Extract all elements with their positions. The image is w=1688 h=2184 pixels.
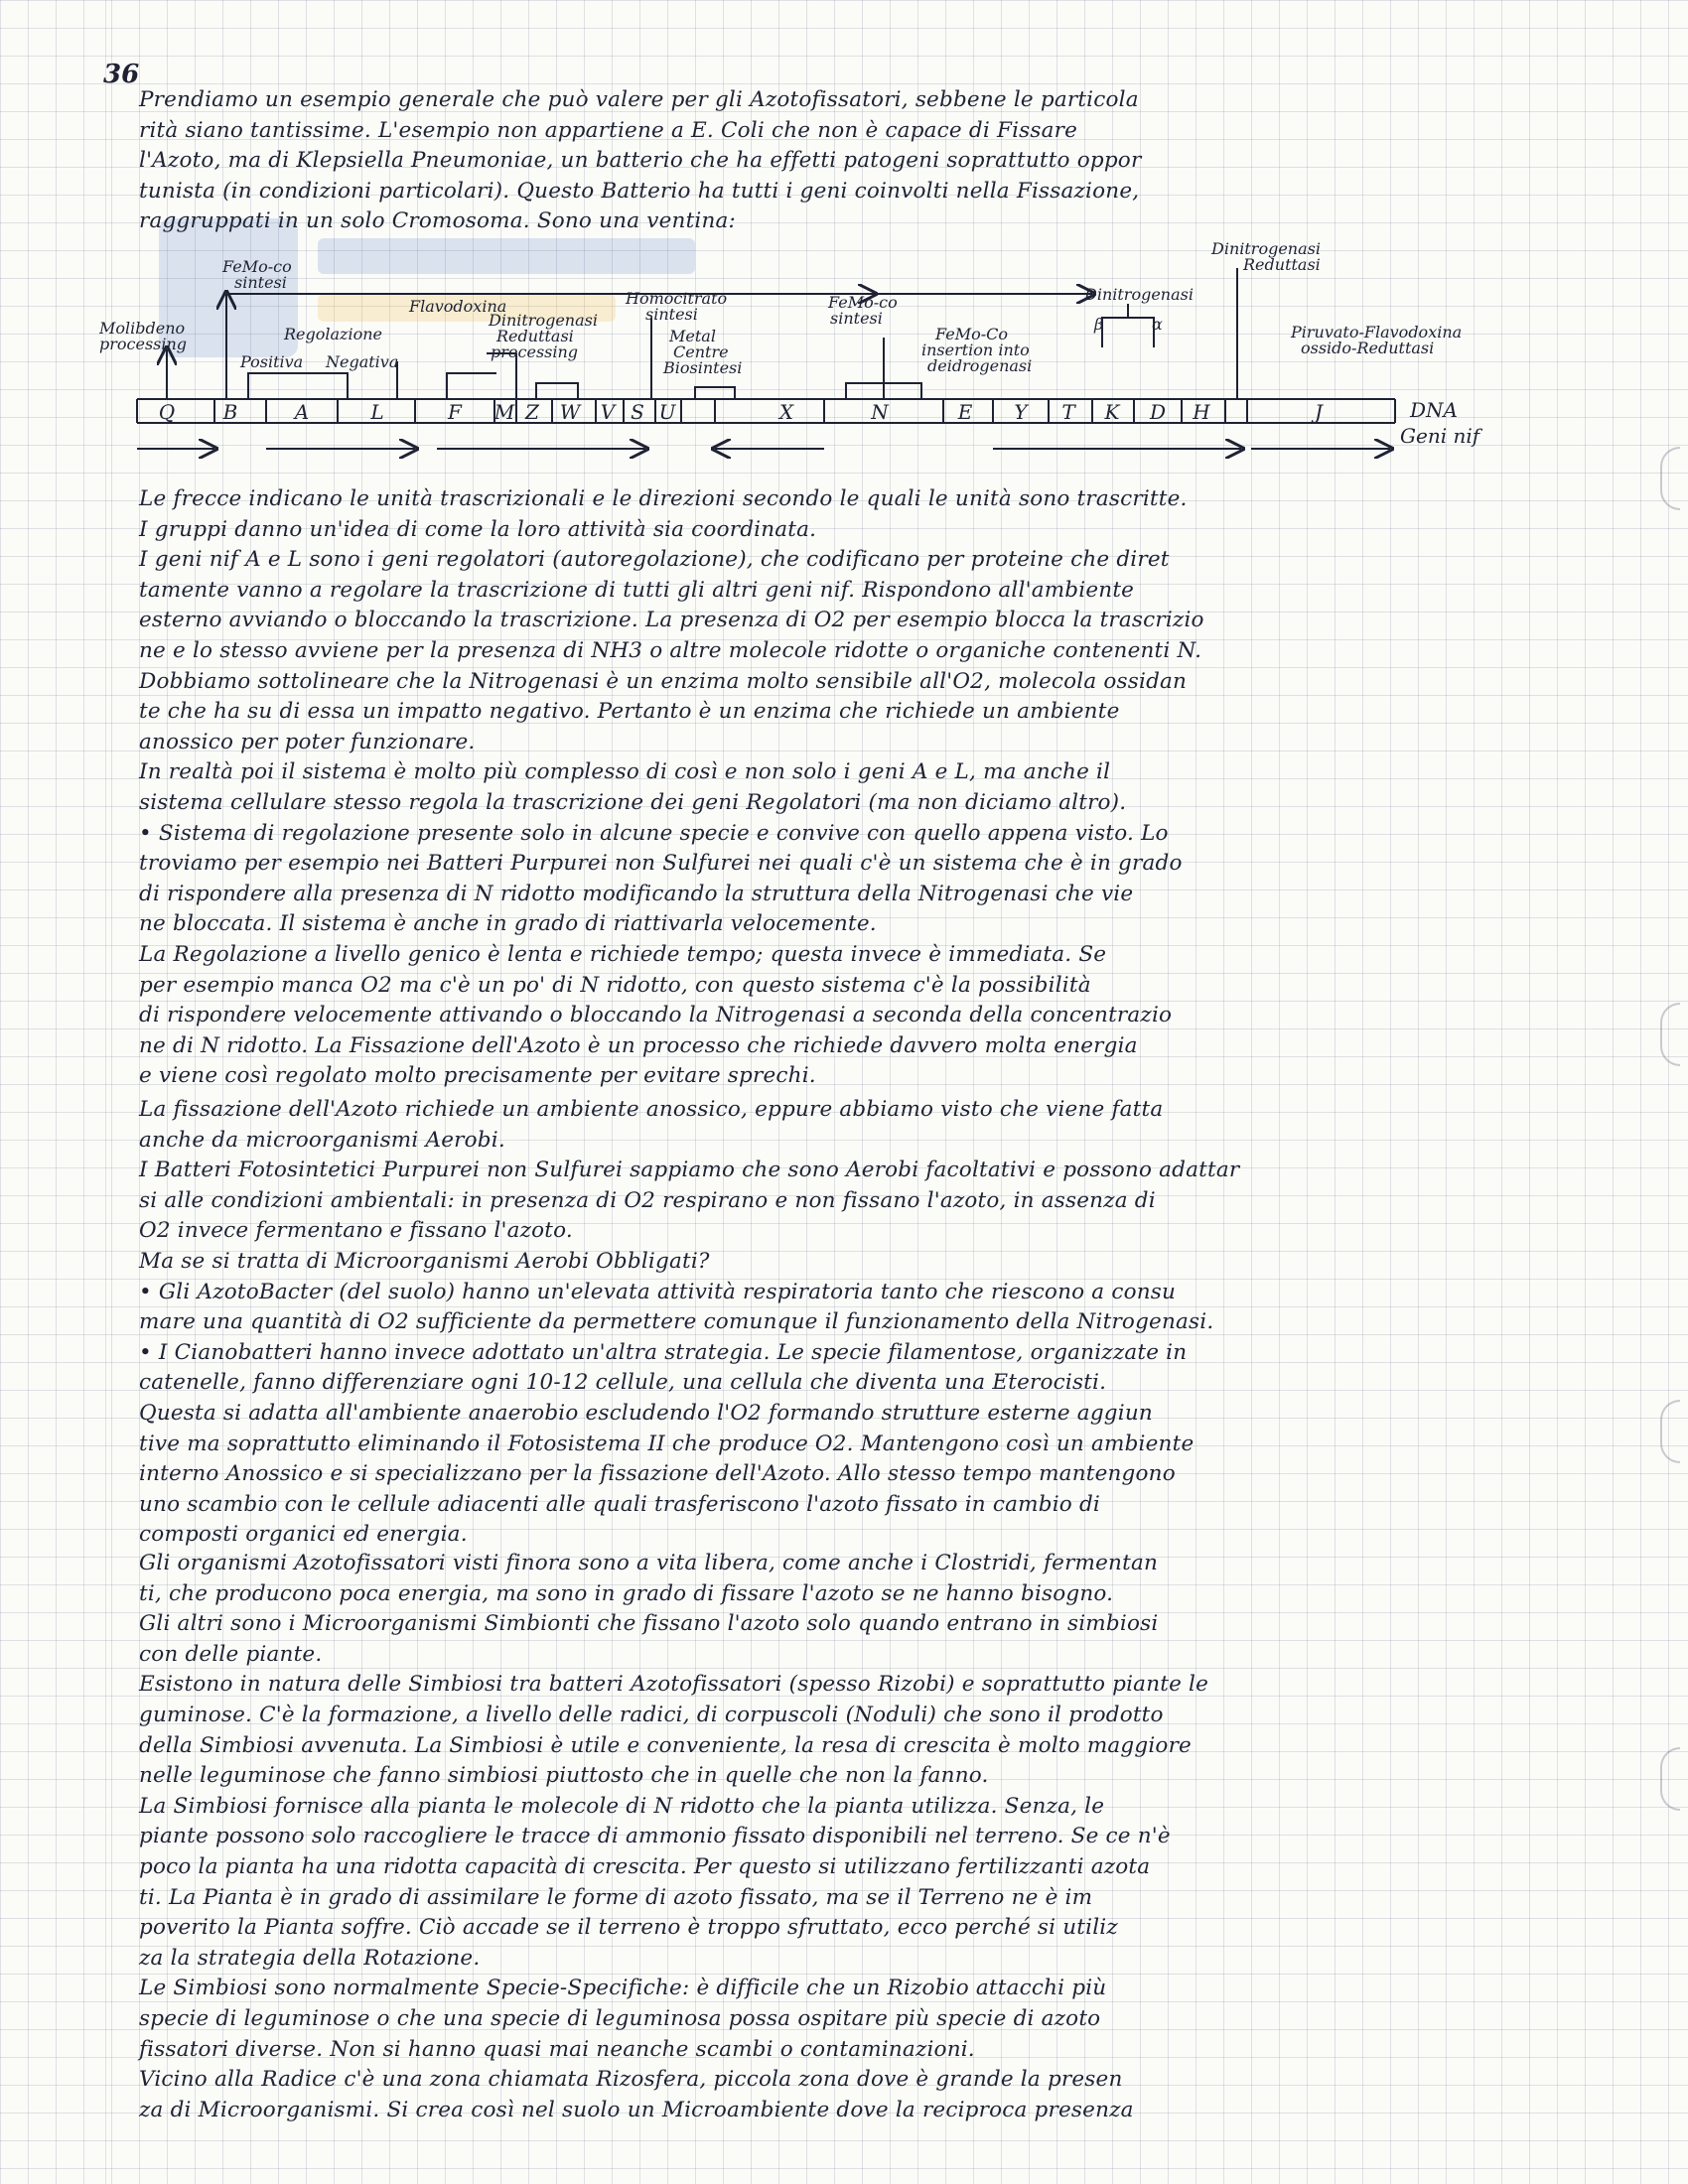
text-line: Gli organismi Azotofissatori visti finora sono a vita libera, come anche i Clostridi, fermentan: [139, 1551, 1159, 1575]
text-line: La Simbiosi fornisce alla pianta le molecole di N ridotto che la pianta utilizza. Senza, le: [139, 1793, 1105, 1819]
text-line: sistema cellulare stesso regola la trascrizione dei geni Regolatori (ma non diciamo altro).: [139, 789, 1127, 815]
text-line: Vicino alla Radice c'è una zona chiamata Rizosfera, piccola zona dove è grande la presen: [139, 2067, 1123, 2093]
regulation-paragraph: [139, 484, 1529, 1092]
label-femoco-insertion-2: insertion into: [921, 341, 1030, 359]
label-molibdeno-2: processing: [99, 335, 188, 353]
gene-letter-y: Y: [1014, 400, 1028, 424]
text-line: tunista (in condizioni particolari). Questo Batterio ha tutti i geni coinvolti nella Fissazione,: [139, 178, 1140, 204]
text-line: tamente vanno a regolare la trascrizione di tutti gli altri geni nif. Rispondono all'ambiente: [139, 577, 1135, 603]
gene-letter-b: B: [222, 400, 238, 424]
text-line: te che ha su di essa un impatto negativo. Pertanto è un enzima che richiede un ambiente: [139, 699, 1120, 725]
text-line: Ma se si tratta di Microorganismi Aerobi Obbligati?: [139, 1248, 710, 1274]
text-line: La Regolazione a livello genico è lenta e richiede tempo; questa invece è immediata. Se: [139, 941, 1107, 967]
gene-letter-x: X: [778, 400, 794, 424]
text-line: • Gli AzotoBacter (del suolo) hanno un'elevata attività respiratoria tanto che riescono a consu: [139, 1279, 1177, 1304]
label-femoco-insertion-3: deidrogenasi: [927, 356, 1033, 375]
gene-letter-n: N: [871, 400, 889, 424]
text-line: za la strategia della Rotazione.: [139, 1945, 481, 1971]
label-metal-centre-2: Centre: [673, 342, 729, 361]
label-dinitrogenasi-reduttasi-2: Reduttasi: [1243, 255, 1321, 274]
label-metal-centre-1: Metal: [669, 327, 716, 345]
text-line: fissatori diverse. Non si hanno quasi mai neanche scambi o contaminazioni.: [139, 2036, 975, 2062]
text-line: interno Anossico e si specializzano per la fissazione dell'Azoto. Allo stesso tempo mantengono: [139, 1461, 1176, 1487]
text-line: I gruppi danno un'idea di come la loro attività sia coordinata.: [139, 516, 817, 542]
label-negativa: Negativa: [326, 352, 399, 371]
text-line: si alle condizioni ambientali: in presenza di O2 respirano e non fissano l'azoto, in assenza di: [139, 1187, 1156, 1213]
text-line: composti organici ed energia.: [139, 1522, 468, 1548]
text-line: con delle piante.: [139, 1641, 323, 1667]
text-line: Gli altri sono i Microorganismi Simbionti che fissano l'azoto solo quando entrano in simbiosi: [139, 1611, 1159, 1637]
gene-letter-z: Z: [525, 400, 539, 424]
text-line: di rispondere alla presenza di N ridotto modificando la struttura della Nitrogenasi che vie: [139, 881, 1134, 906]
gene-letter-a: A: [294, 400, 310, 424]
label-homocitrato-1: Homocitrato: [626, 289, 728, 308]
label-dinitrogenasi-reduttasi-processing-1: Dinitrogenasi: [489, 311, 598, 330]
label-metal-centre-3: Biosintesi: [663, 358, 743, 377]
gene-letter-k: K: [1104, 400, 1120, 424]
gene-letter-l: L: [370, 400, 384, 424]
text-line: anche da microorganismi Aerobi.: [139, 1127, 505, 1153]
ring-hole: [1660, 1003, 1680, 1066]
text-line: poverito la Pianta soffre. Ciò accade se il terreno è troppo sfruttato, ecco perché si utiliz: [139, 1915, 1118, 1941]
label-dinitrogenasi-reduttasi-1: Dinitrogenasi: [1211, 239, 1321, 258]
page-number: 36: [103, 60, 140, 89]
label-dinitrogenasi: Dinitrogenasi: [1084, 285, 1194, 304]
text-line: I geni nif A e L sono i geni regolatori (autoregolazione), che codificano per proteine che diret: [139, 547, 1170, 573]
label-geni-nif: Geni nif: [1400, 424, 1480, 448]
text-line: Le frecce indicano le unità trascrizionali e le direzioni secondo le quali le unità sono trascritte.: [139, 486, 1188, 511]
text-line: raggruppati in un solo Cromosoma. Sono una ventina:: [139, 208, 736, 234]
gene-letter-m: M: [493, 400, 515, 424]
text-line: Prendiamo un esempio generale che può valere per gli Azotofissatori, sebbene le particola: [139, 87, 1139, 112]
label-femoco-sintesi-1a: FeMo-co: [222, 257, 292, 276]
gene-letter-f: F: [448, 400, 462, 424]
text-line: tive ma soprattutto eliminando il Fotosistema II che produce O2. Mantengono così un ambiente: [139, 1431, 1195, 1456]
ring-hole: [1660, 447, 1680, 510]
text-line: poco la pianta ha una ridotta capacità di crescita. Per questo si utilizzano fertilizzanti azota: [139, 1853, 1151, 1879]
label-molibdeno-1: Molibdeno: [99, 319, 186, 338]
text-line: e viene così regolato molto precisamente per evitare sprechi.: [139, 1063, 816, 1089]
text-line: • I Cianobatteri hanno invece adottato un'altra strategia. Le specie filamentose, organizzate in: [139, 1339, 1188, 1365]
gene-letter-w: W: [559, 400, 581, 424]
text-line: • Sistema di regolazione presente solo in alcune specie e convive con quello appena visto. Lo: [139, 820, 1169, 846]
label-dinitrogenasi-reduttasi-processing-2: Reduttasi: [496, 327, 574, 345]
nif-gene-cluster-diagram: [99, 238, 1549, 477]
gene-letter-t: T: [1061, 400, 1075, 424]
gene-letter-e: E: [957, 400, 973, 424]
gene-letter-d: D: [1149, 400, 1167, 424]
text-line: mare una quantità di O2 sufficiente da permettere comunque il funzionamento della Nitrogenasi.: [139, 1309, 1214, 1335]
text-line: In realtà poi il sistema è molto più complesso di così e non solo i geni A e L, ma anche il: [139, 759, 1111, 785]
gene-letter-s: S: [631, 400, 644, 424]
label-dinitrogenasi-reduttasi-processing-3: processing: [491, 342, 579, 361]
text-line: l'Azoto, ma di Klepsiella Pneumoniae, un batterio che ha effetti patogeni soprattutto oppor: [139, 148, 1142, 174]
label-alpha: α: [1152, 315, 1163, 334]
text-line: esterno avviando o bloccando la trascrizione. La presenza di O2 per esempio blocca la trascrizio: [139, 608, 1204, 633]
label-positiva: Positiva: [240, 352, 304, 371]
text-line: guminose. C'è la formazione, a livello delle radici, di corpuscoli (Noduli) che sono il prodotto: [139, 1702, 1164, 1727]
text-line: catenelle, fanno differenziare ogni 10-12 cellule, una cellula che diventa una Eterocisti.: [139, 1370, 1107, 1396]
text-line: di rispondere velocemente attivando o bloccando la Nitrogenasi a seconda della concentrazio: [139, 1003, 1173, 1028]
symbiosis-paragraph: [139, 1549, 1529, 2125]
intro-paragraph: [139, 85, 1529, 237]
text-line: rità siano tantissime. L'esempio non appartiene a E. Coli che non è capace di Fissare: [139, 117, 1078, 143]
ring-hole: [1660, 1747, 1680, 1811]
aerobic-paragraph: [139, 1095, 1529, 1551]
text-line: specie di leguminose o che una specie di leguminosa possa ospitare più specie di azoto: [139, 2005, 1101, 2031]
text-line: za di Microorganismi. Si crea così nel suolo un Microambiente dove la reciproca presenza: [139, 2097, 1134, 2122]
text-line: ne di N ridotto. La Fissazione dell'Azoto è un processo che richiede davvero molta energia: [139, 1032, 1138, 1058]
gene-letter-q: Q: [158, 400, 176, 424]
label-femoco-insertion-1: FeMo-Co: [935, 325, 1008, 343]
text-line: ne bloccata. Il sistema è anche in grado di riattivarla velocemente.: [139, 911, 877, 937]
label-homocitrato-2: sintesi: [645, 305, 698, 324]
gene-letter-h: H: [1193, 400, 1210, 424]
text-line: nelle leguminose che fanno simbiosi piuttosto che in quelle che non la fanno.: [139, 1763, 989, 1789]
text-line: ti. La Pianta è in grado di assimilare le forme di azoto fissato, ma se il Terreno ne è im: [139, 1884, 1093, 1910]
label-piruvato-2: ossido-Reduttasi: [1301, 339, 1435, 357]
text-line: per esempio manca O2 ma c'è un po' di N ridotto, con questo sistema c'è la possibilità: [139, 972, 1091, 998]
gene-letter-u: U: [658, 400, 676, 424]
text-line: O2 invece fermentano e fissano l'azoto.: [139, 1218, 573, 1244]
ring-hole: [1660, 1400, 1680, 1463]
label-piruvato-1: Piruvato-Flavodoxina: [1291, 323, 1463, 341]
text-line: della Simbiosi avvenuta. La Simbiosi è utile e conveniente, la resa di crescita è molto maggiore: [139, 1732, 1192, 1758]
text-line: Questa si adatta all'ambiente anaerobio escludendo l'O2 formando strutture esterne aggiun: [139, 1400, 1153, 1426]
gene-letter-v: V: [600, 400, 616, 424]
text-line: ti, che producono poca energia, ma sono in grado di fissare l'azoto se ne hanno bisogno.: [139, 1580, 1114, 1606]
text-line: troviamo per esempio nei Batteri Purpurei non Sulfurei nei quali c'è un sistema che è in grado: [139, 851, 1183, 877]
text-line: Le Simbiosi sono normalmente Specie-Specifiche: è difficile che un Rizobio attacchi più: [139, 1976, 1107, 2001]
text-line: anossico per poter funzionare.: [139, 729, 476, 754]
text-line: I Batteri Fotosintetici Purpurei non Sulfurei sappiamo che sono Aerobi facoltativi e possono adattar: [139, 1158, 1240, 1183]
text-line: ne e lo stesso avviene per la presenza di NH3 o altre molecole ridotte o organiche contenenti N.: [139, 637, 1202, 663]
label-femoco-sintesi-1b: sintesi: [234, 273, 287, 292]
label-femoco-sintesi-2b: sintesi: [830, 309, 883, 328]
label-dna: DNA: [1410, 398, 1458, 422]
text-line: piante possono solo raccogliere le tracce di ammonio fissato disponibili nel terreno. Se ce n'è: [139, 1824, 1171, 1849]
label-regolazione: Regolazione: [284, 325, 382, 343]
label-femoco-sintesi-2a: FeMo-co: [828, 293, 898, 312]
text-line: uno scambio con le cellule adiacenti alle quali trasferiscono l'azoto fissato in cambio di: [139, 1491, 1100, 1517]
text-line: La fissazione dell'Azoto richiede un ambiente anossico, eppure abbiamo visto che viene fatta: [139, 1097, 1164, 1122]
gene-letter-group: [159, 400, 1324, 424]
label-flavodoxina: Flavodoxina: [409, 297, 507, 316]
label-beta: β: [1094, 315, 1104, 334]
text-line: Esistono in natura delle Simbiosi tra batteri Azotofissatori (spesso Rizobi) e soprattutto piante le: [139, 1672, 1209, 1698]
text-line: Dobbiamo sottolineare che la Nitrogenasi è un enzima molto sensibile all'O2, molecola ossidan: [139, 668, 1188, 694]
gene-letter-j: J: [1314, 400, 1324, 424]
